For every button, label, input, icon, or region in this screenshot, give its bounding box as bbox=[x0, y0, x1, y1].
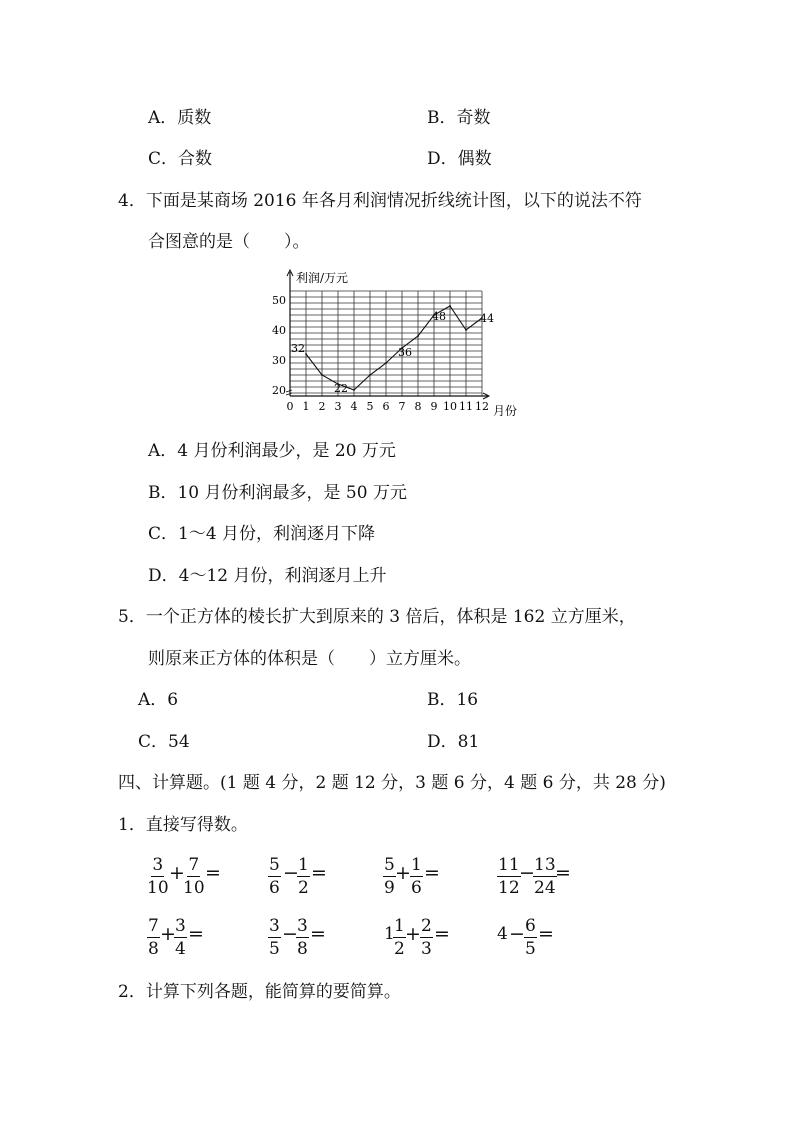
x-tick-label: 12 bbox=[475, 400, 489, 413]
data-point bbox=[305, 353, 307, 355]
q5-option-a: A．6 bbox=[138, 690, 179, 710]
x-tick-label: 0 bbox=[286, 400, 294, 413]
section-4-title: 四、计算题。(1 题 4 分，2 题 12 分，3 题 6 分，4 题 6 分，共 28 分) bbox=[118, 773, 666, 793]
calc-1-title: 1．直接写得数。 bbox=[118, 815, 248, 835]
fraction: $\frac{7}{8}$ bbox=[148, 916, 159, 959]
fraction: $\frac{1}{6}$ bbox=[411, 855, 422, 898]
option-d: D．偶数 bbox=[427, 149, 492, 169]
fraction: $\frac{5}{9}$ bbox=[384, 855, 395, 898]
x-tick-label: 11 bbox=[459, 400, 473, 413]
x-axis-label: 月份 bbox=[493, 404, 518, 418]
q4-option-c: C．1～4 月份，利润逐月下降 bbox=[148, 524, 376, 544]
q4-option-b: B．10 月份利润最多，是 50 万元 bbox=[148, 483, 407, 503]
x-tick-label: 7 bbox=[398, 400, 406, 413]
data-label: 22 bbox=[334, 382, 348, 395]
x-tick-label: 6 bbox=[382, 400, 390, 413]
data-point bbox=[369, 374, 371, 376]
fraction: $\frac{13}{24}$ bbox=[534, 855, 556, 898]
data-point bbox=[417, 335, 419, 337]
x-tick-label: 9 bbox=[430, 400, 438, 413]
fraction: $\frac{6}{5}$ bbox=[525, 916, 536, 959]
fraction: $\frac{3}{8}$ bbox=[297, 916, 308, 959]
chart-axes bbox=[286, 270, 489, 399]
question-4-line1: 4．下面是某商场 2016 年各月利润情况折线统计图，以下的说法不符 bbox=[118, 191, 642, 211]
data-label: 48 bbox=[432, 310, 446, 323]
chart-grid bbox=[290, 291, 482, 396]
profit-line-chart bbox=[270, 266, 530, 422]
data-point bbox=[385, 362, 387, 364]
x-tick-label: 2 bbox=[318, 400, 326, 413]
fraction: $\frac{1}{2}$ bbox=[394, 916, 405, 959]
q5-option-b: B．16 bbox=[427, 690, 479, 710]
option-c: C．合数 bbox=[148, 149, 213, 169]
x-tick-label: 1 bbox=[302, 400, 310, 413]
profit-line bbox=[306, 306, 482, 390]
point-labels bbox=[291, 310, 494, 395]
y-tick-label: 50 bbox=[272, 294, 286, 307]
calc-2-title: 2．计算下列各题，能简算的要简算。 bbox=[118, 982, 401, 1002]
question-4-line2: 合图意的是（ ）。 bbox=[148, 232, 310, 252]
q5-option-c: C．54 bbox=[138, 732, 190, 752]
fraction: $\frac{3}{5}$ bbox=[269, 916, 280, 959]
q5-option-d: D．81 bbox=[427, 732, 480, 752]
fraction: $\frac{1}{2}$ bbox=[298, 855, 309, 898]
y-axis-label: 利润/万元 bbox=[296, 271, 349, 285]
fraction: $\frac{3}{4}$ bbox=[175, 916, 186, 959]
fraction: $\frac{2}{3}$ bbox=[421, 916, 432, 959]
data-label: 32 bbox=[291, 342, 305, 355]
data-point bbox=[465, 329, 467, 331]
y-tick-label: 30 bbox=[272, 354, 286, 367]
option-b: B．奇数 bbox=[427, 108, 491, 128]
x-tick-label: 8 bbox=[414, 400, 422, 413]
x-tick-label: 10 bbox=[443, 400, 457, 413]
fraction: $\frac{11}{12}$ bbox=[498, 855, 520, 898]
option-a: A．质数 bbox=[148, 108, 212, 128]
y-tick-label: 40 bbox=[272, 324, 286, 337]
x-tick-label: 5 bbox=[366, 400, 374, 413]
q4-option-d: D．4～12 月份，利润逐月上升 bbox=[148, 566, 387, 586]
question-5-line1: 5．一个正方体的棱长扩大到原来的 3 倍后，体积是 162 立方厘米， bbox=[118, 607, 636, 627]
fraction: $\frac{5}{6}$ bbox=[269, 855, 280, 898]
profit-series bbox=[305, 305, 483, 391]
x-tick-label: 4 bbox=[350, 400, 358, 413]
axis-break bbox=[286, 390, 292, 395]
y-tick-label: 20 bbox=[272, 384, 286, 397]
fraction: $\frac{3}{10}$ bbox=[147, 855, 169, 898]
data-point bbox=[353, 389, 355, 391]
data-label: 36 bbox=[398, 346, 412, 359]
fraction: $\frac{7}{10}$ bbox=[183, 855, 205, 898]
question-5-line2: 则原来正方体的体积是（ ）立方厘米。 bbox=[148, 649, 471, 669]
data-point bbox=[449, 305, 451, 307]
data-label: 44 bbox=[480, 312, 494, 325]
x-tick-label: 3 bbox=[334, 400, 342, 413]
q4-option-a: A．4 月份利润最少，是 20 万元 bbox=[148, 441, 396, 461]
data-point bbox=[321, 374, 323, 376]
